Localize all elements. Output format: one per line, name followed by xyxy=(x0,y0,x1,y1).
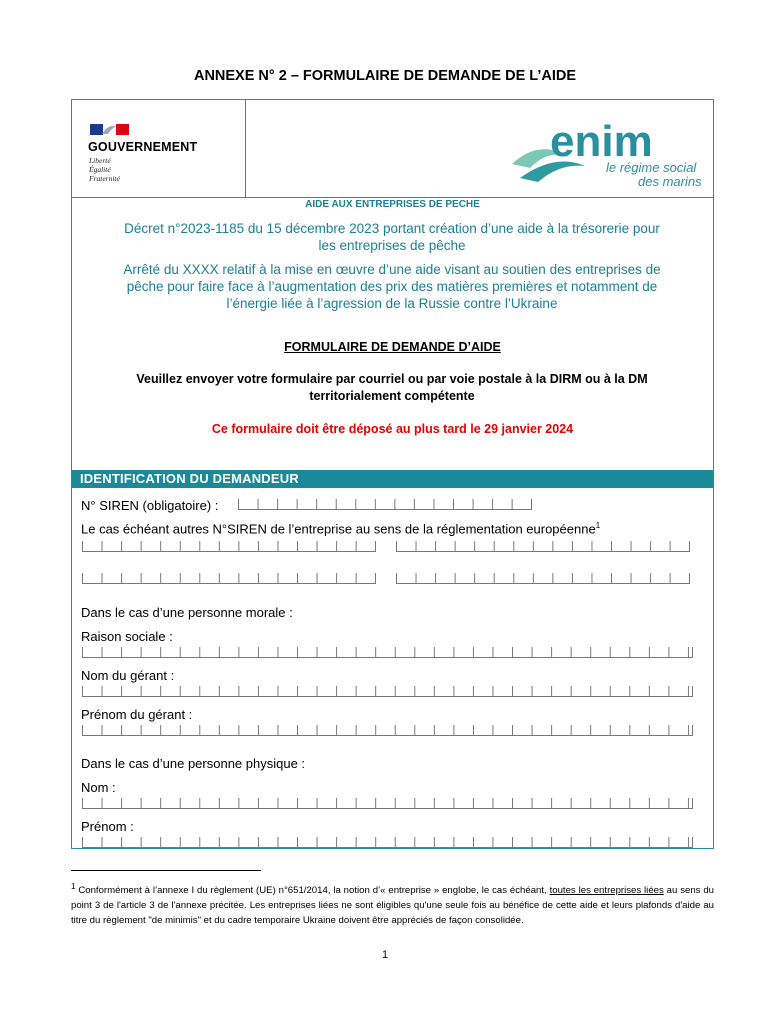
form-frame xyxy=(71,99,714,849)
last-name-label: Nom : xyxy=(81,780,116,795)
other-siren-field-2[interactable] xyxy=(396,541,690,552)
siren-field[interactable] xyxy=(238,499,532,510)
first-name-field[interactable] xyxy=(82,837,693,848)
other-siren-field-3[interactable] xyxy=(82,573,376,584)
svg-text:des marins: des marins xyxy=(638,174,702,189)
footnote: $^1$ Conformément à l’annexe I du règlement (UE) n°651/2014, la notion d’« entreprise » englobe, le cas échéant, toutes les entreprises liées au sens du point 3 de l'article 3 de l'annexe précitée. Les entreprises liées ne sont éligibles qu'une seule fois au bénéfice de cette aide et leurs plafonds d'aide au titre du règlement "de minimis" et du cadre temporaire Ukraine doivent être appréciés de façon consolidée. xyxy=(71,882,715,927)
send-instructions: Veuillez envoyer votre formulaire par courriel ou par voie postale à la DIRM ou à la DM territorialement compétente xyxy=(136,372,648,403)
form-title: FORMULAIRE DE DEMANDE D’AIDE xyxy=(284,340,501,354)
svg-text:le régime social: le régime social xyxy=(606,160,697,175)
natural-person-label: Dans le cas d’une personne physique : xyxy=(81,756,306,771)
manager-firstname-label: Prénom du gérant : xyxy=(81,707,193,722)
republic-motto: Liberté Égalité Fraternité xyxy=(89,156,120,183)
manager-firstname-field[interactable] xyxy=(82,725,693,736)
manager-name-label: Nom du gérant : xyxy=(81,668,175,683)
government-logo xyxy=(72,100,246,197)
annex-title: ANNEXE N° 2 – FORMULAIRE DE DEMANDE DE L’AIDE xyxy=(193,68,577,84)
other-siren-field-1[interactable] xyxy=(82,541,376,552)
svg-text:enim: enim xyxy=(550,117,653,166)
enim-logo xyxy=(510,108,710,194)
marianne-flag-icon xyxy=(90,122,130,136)
page-number: 1 xyxy=(381,949,389,961)
other-siren-field-4[interactable] xyxy=(396,573,690,584)
legal-person-label: Dans le cas d’une personne morale : xyxy=(81,605,293,620)
footnote-rule xyxy=(71,870,261,871)
deadline-notice: Ce formulaire doit être déposé au plus tard le 29 janvier 2024 xyxy=(211,422,574,436)
last-name-field[interactable] xyxy=(82,798,693,809)
logo-row xyxy=(72,100,713,198)
company-name-field[interactable] xyxy=(82,647,693,658)
company-name-label: Raison sociale : xyxy=(81,629,173,644)
arrete-reference: Arrêté du XXXX relatif à la mise en œuvre d’une aide visant au soutien des entreprises de pêche pour faire face à l’augmentation des prix des matières premières et notamment de l’énergie liée à l’agression de la Russie contre l’Ukraine xyxy=(123,262,661,311)
government-name: GOUVERNEMENT xyxy=(88,140,198,154)
other-siren-label: Le cas échéant autres N°SIREN de l’entreprise au sens de la réglementation européenne$^1$ xyxy=(81,521,601,537)
siren-label: N° SIREN (obligatoire) : xyxy=(81,498,219,513)
identification-heading: IDENTIFICATION DU DEMANDEUR xyxy=(72,470,713,488)
manager-name-field[interactable] xyxy=(82,686,693,697)
section-header: AIDE AUX ENTREPRISES DE PECHE xyxy=(305,199,480,210)
first-name-label: Prénom : xyxy=(81,819,134,834)
decree-reference: Décret n°2023-1185 du 15 décembre 2023 portant création d’une aide à la trésorerie pour les entreprises de pêche xyxy=(124,221,660,253)
